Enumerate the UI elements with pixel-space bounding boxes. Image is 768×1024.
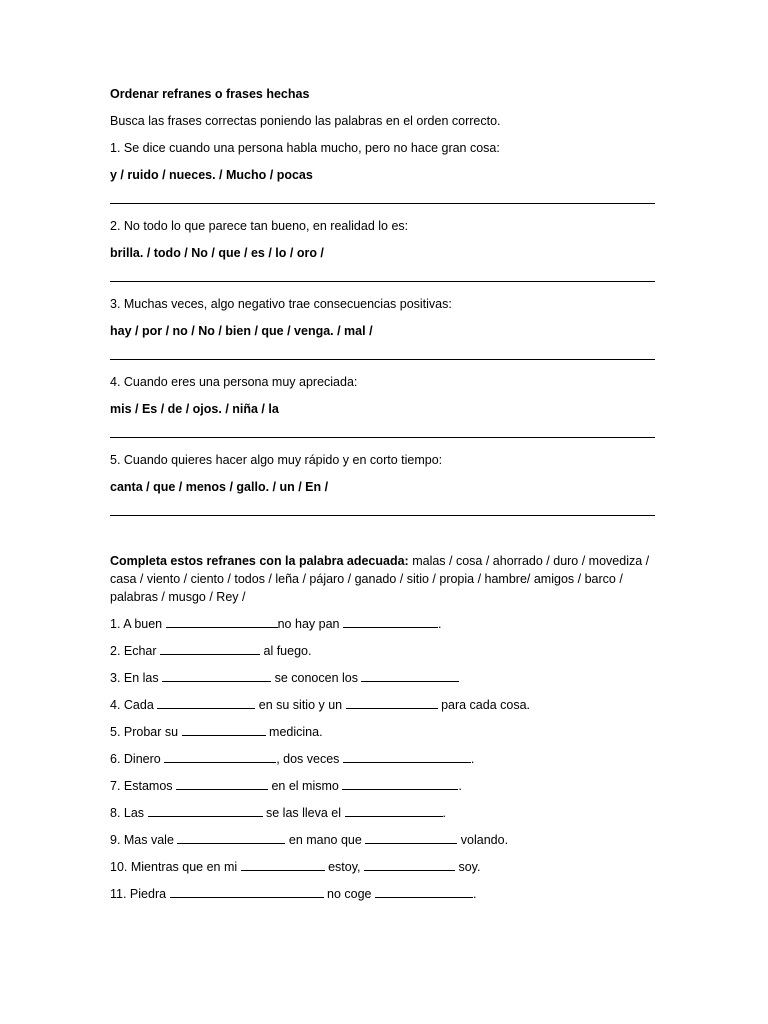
fill-text: no hay pan xyxy=(277,617,343,631)
fill-text: 9. Mas vale xyxy=(110,833,178,847)
instruction: Busca las frases correctas poniendo las palabras en el orden correcto. xyxy=(110,114,501,128)
blank[interactable] xyxy=(342,777,458,790)
blank[interactable] xyxy=(365,831,457,844)
fill-item xyxy=(110,804,670,822)
answer-line[interactable] xyxy=(110,359,655,360)
fill-text: . xyxy=(472,887,477,901)
fill-in-list xyxy=(110,615,670,903)
fill-text: se conocen los xyxy=(271,671,362,685)
fill-text: . xyxy=(470,752,475,766)
fill-item xyxy=(110,669,670,687)
exercise-2-heading: Completa estos refranes con la palabra adecuada: xyxy=(110,554,409,568)
scrambled-words: y / ruido / nueces. / Mucho / pocas xyxy=(110,168,313,182)
answer-line[interactable] xyxy=(110,203,655,204)
blank[interactable] xyxy=(241,858,325,871)
fill-text: . xyxy=(437,617,442,631)
fill-text: en el mismo xyxy=(268,779,343,793)
blank[interactable] xyxy=(375,885,473,898)
fill-item xyxy=(110,831,670,849)
fill-text: 1. A buen xyxy=(110,617,166,631)
fill-text: 4. Cada xyxy=(110,698,158,712)
fill-text: en su sitio y un xyxy=(255,698,346,712)
worksheet-title: Ordenar refranes o frases hechas xyxy=(110,87,310,101)
scrambled-words: brilla. / todo / No / que / es / lo / oro / xyxy=(110,246,324,260)
worksheet xyxy=(110,86,670,903)
answer-line[interactable] xyxy=(110,437,655,438)
blank[interactable] xyxy=(160,642,260,655)
fill-text: en mano que xyxy=(285,833,366,847)
fill-item xyxy=(110,750,670,768)
fill-item xyxy=(110,885,670,903)
fill-text: medicina. xyxy=(265,725,323,739)
fill-item xyxy=(110,723,670,741)
blank[interactable] xyxy=(170,885,324,898)
scrambled-words: mis / Es / de / ojos. / niña / la xyxy=(110,402,279,416)
fill-text: se las lleva el xyxy=(262,806,345,820)
blank[interactable] xyxy=(343,615,438,628)
fill-text: estoy, xyxy=(324,860,364,874)
fill-item xyxy=(110,858,670,876)
fill-text: 7. Estamos xyxy=(110,779,176,793)
scrambled-words: canta / que / menos / gallo. / un / En / xyxy=(110,480,329,494)
question-prompt: 3. Muchas veces, algo negativo trae consecuencias positivas: xyxy=(110,297,452,311)
fill-text: 11. Piedra xyxy=(110,887,170,901)
blank[interactable] xyxy=(157,696,255,709)
fill-text: 8. Las xyxy=(110,806,148,820)
question-prompt: 5. Cuando quieres hacer algo muy rápido y en corto tiempo: xyxy=(110,453,443,467)
blank[interactable] xyxy=(176,777,268,790)
fill-text: 5. Probar su xyxy=(110,725,182,739)
fill-text: . xyxy=(458,779,462,793)
question-prompt: 4. Cuando eres una persona muy apreciada: xyxy=(110,375,358,389)
fill-text: 10. Mientras que en mi xyxy=(110,860,241,874)
fill-text: soy. xyxy=(455,860,481,874)
fill-text: . xyxy=(442,806,446,820)
answer-line[interactable] xyxy=(110,515,655,516)
fill-item xyxy=(110,642,670,660)
fill-text: no coge xyxy=(323,887,375,901)
fill-text: para cada cosa. xyxy=(437,698,531,712)
blank[interactable] xyxy=(346,696,438,709)
blank[interactable] xyxy=(364,858,455,871)
exercise-1 xyxy=(110,140,670,516)
scrambled-words: hay / por / no / No / bien / que / venga. / mal / xyxy=(110,324,373,338)
blank[interactable] xyxy=(361,669,459,682)
fill-item xyxy=(110,696,670,714)
blank[interactable] xyxy=(345,804,443,817)
blank[interactable] xyxy=(164,750,276,763)
fill-text: al fuego. xyxy=(260,644,312,658)
fill-text: 2. Echar xyxy=(110,644,161,658)
fill-text: 6. Dinero xyxy=(110,752,165,766)
blank[interactable] xyxy=(343,750,471,763)
blank[interactable] xyxy=(162,669,271,682)
word-bank: malas / cosa / ahorrado / duro / movediza / casa / viento / ciento / todos / leña / pájaro / ganado / sitio / propia / hambre/ amigos / barco / palabras / musgo / Rey / xyxy=(110,554,650,604)
fill-text: volando. xyxy=(457,833,509,847)
fill-text: 3. En las xyxy=(110,671,163,685)
blank[interactable] xyxy=(166,615,278,628)
blank[interactable] xyxy=(177,831,285,844)
exercise-2-header xyxy=(110,552,655,606)
fill-text: , dos veces xyxy=(276,752,343,766)
question-prompt: 2. No todo lo que parece tan bueno, en realidad lo es: xyxy=(110,219,409,233)
blank[interactable] xyxy=(148,804,263,817)
blank[interactable] xyxy=(182,723,266,736)
fill-item xyxy=(110,615,670,633)
answer-line[interactable] xyxy=(110,281,655,282)
question-prompt: 1. Se dice cuando una persona habla mucho, pero no hace gran cosa: xyxy=(110,141,500,155)
fill-item xyxy=(110,777,670,795)
